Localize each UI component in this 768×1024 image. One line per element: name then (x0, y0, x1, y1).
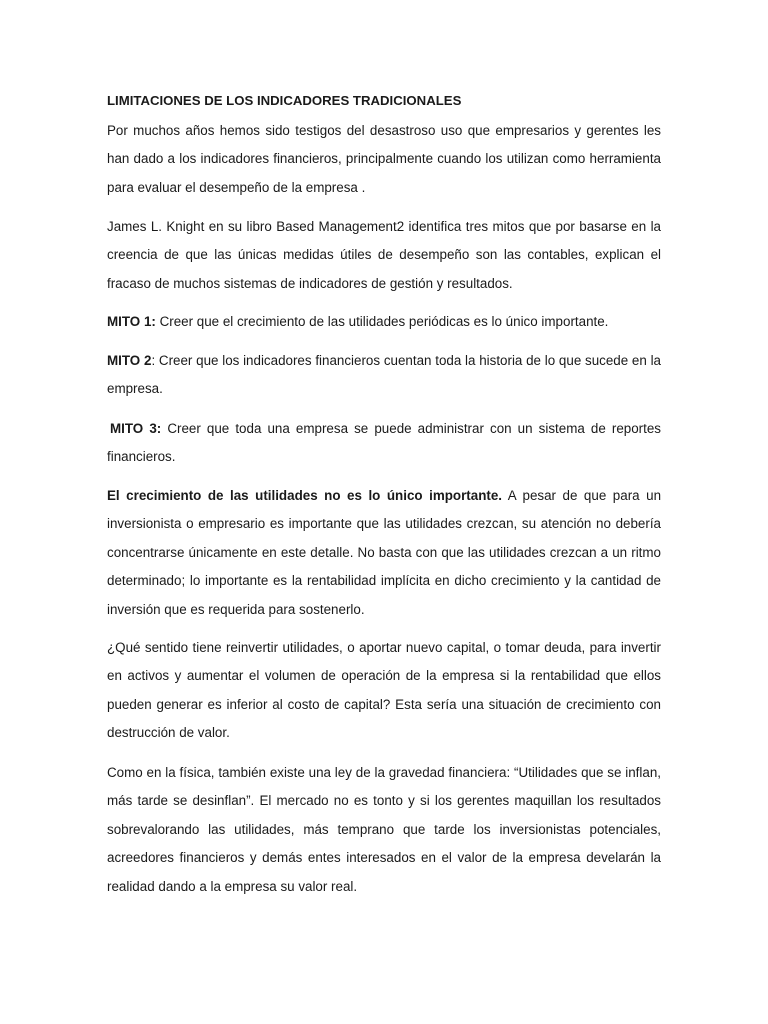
myth-3 (107, 415, 661, 472)
paragraph-growth-lead: El crecimiento de las utilidades no es lo único importante. (107, 488, 503, 503)
paragraph-knight: James L. Knight en su libro Based Management2 identifica tres mitos que por basarse en la creencia de que las únicas medidas útiles de desempeño son las contables, explican el fracaso de muchos sistemas de indicadores de gestión y resultados. (107, 219, 661, 291)
myth-2 (107, 347, 661, 404)
myth-2-text: : Creer que los indicadores financieros cuentan toda la historia de lo que sucede en la empresa. (107, 353, 661, 397)
myth-1-label: MITO 1: (107, 314, 156, 329)
myth-3-label: MITO 3: (110, 421, 162, 436)
paragraph-growth-text: A pesar de que para un inversionista o empresario es importante que las utilidades crezcan, su atención no debería concentrarse únicamente en este detalle. No basta con que las utilidades crezcan a un ritmo determinado; lo importante es la rentabilidad implícita en dicho crecimiento y la cantidad de inversión que es requerida para sostenerlo. (107, 488, 662, 617)
myth-1-text: Creer que el crecimiento de las utilidades periódicas es lo único importante. (155, 314, 609, 329)
myth-2-label: MITO 2 (107, 353, 152, 368)
paragraph-growth (107, 482, 661, 624)
myth-3-text: Creer que toda una empresa se puede administrar con un sistema de reportes financieros. (107, 421, 661, 465)
paragraph-question: ¿Qué sentido tiene reinvertir utilidades, o aportar nuevo capital, o tomar deuda, para invertir en activos y aumentar el volumen de operación de la empresa si la rentabilidad que ellos pueden generar es inferior al costo de capital? Esta sería una situación de crecimiento con destrucción de valor. (107, 640, 661, 741)
page-title: LIMITACIONES DE LOS INDICADORES TRADICIONALES (107, 93, 462, 108)
paragraph-intro: Por muchos años hemos sido testigos del desastroso uso que empresarios y gerentes les han dado a los indicadores financieros, principalmente cuando los utilizan como herramienta para evaluar el desempeño de la empresa . (107, 123, 661, 195)
myth-1 (107, 308, 661, 336)
paragraph-gravity: Como en la física, también existe una ley de la gravedad financiera: “Utilidades que se inflan, más tarde se desinflan”. El mercado no es tonto y si los gerentes maquillan los resultados sobrevalorando las utilidades, más temprano que tarde los inversionistas potenciales, acreedores financieros y demás entes interesados en el valor de la empresa develarán la realidad dando a la empresa su valor real. (107, 765, 661, 894)
